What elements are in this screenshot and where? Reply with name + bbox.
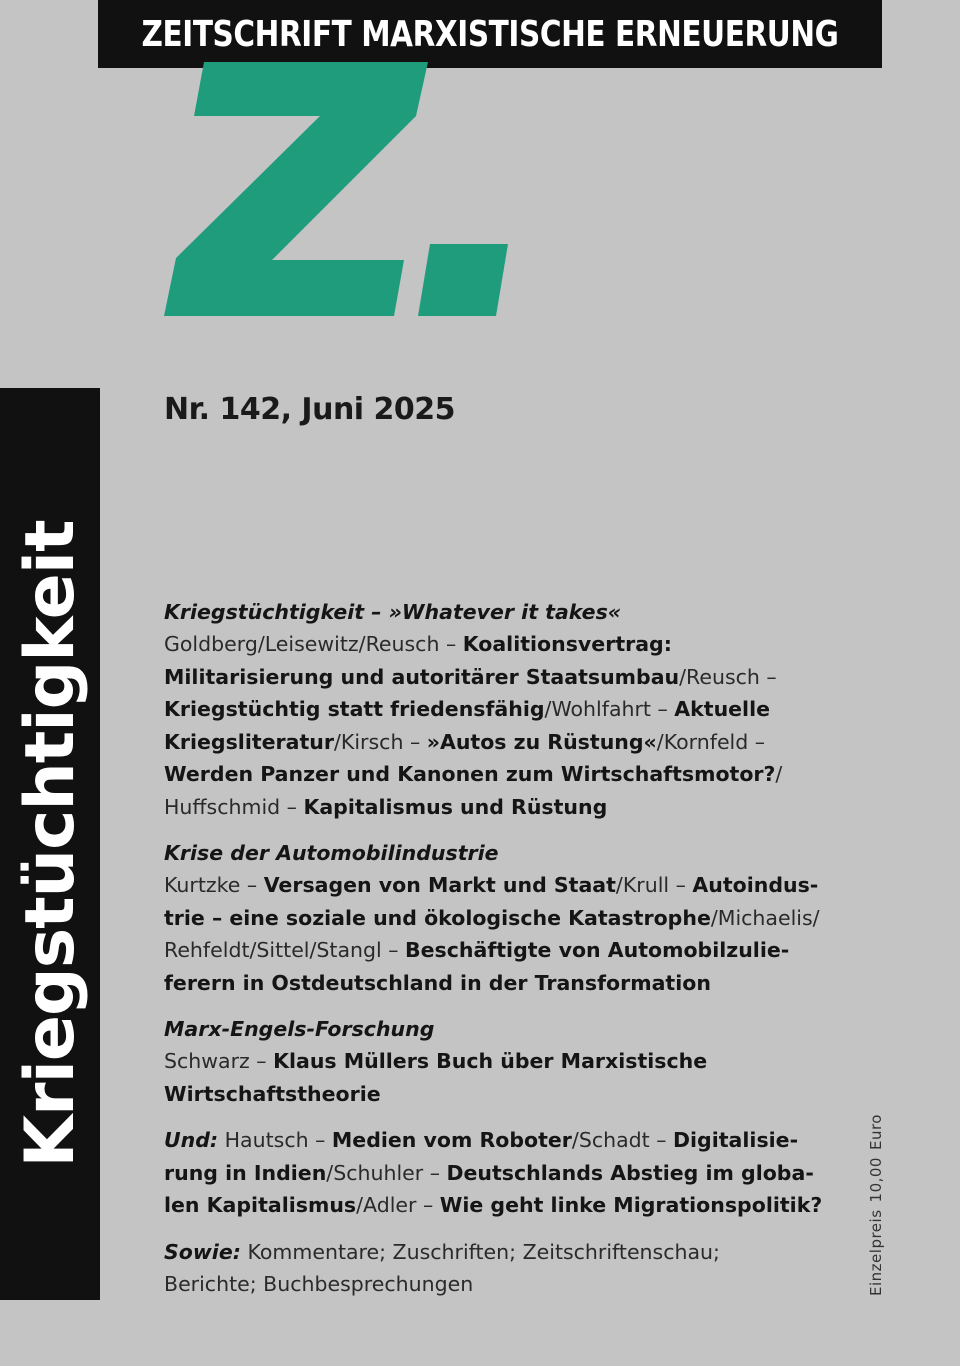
toc-article-title: Deutschlands Abstieg im globa- [446, 1160, 814, 1185]
toc-article-title: Versagen von Markt und Staat [263, 873, 616, 897]
z-logo [160, 62, 520, 324]
toc-line [164, 791, 884, 824]
toc-author: Rehfeldt/Sittel/Stangl – [164, 938, 406, 962]
toc-line [164, 967, 884, 1000]
toc-article-title: Medien vom Roboter [331, 1128, 572, 1152]
toc-line [164, 934, 884, 967]
toc-author: /Kornfeld – [656, 729, 766, 754]
toc-article-title: Militarisierung und autoritärer Staatsumbau [164, 664, 680, 689]
masthead-bar [98, 0, 882, 68]
toc-line [164, 1045, 884, 1078]
toc-line [164, 1268, 884, 1301]
toc-article-title: »Autos zu Rüstung« [426, 729, 657, 754]
z-period-shape [418, 244, 508, 316]
toc-article-title: trie – eine soziale und ökologische Katastrophe [164, 905, 711, 930]
issue-number: Nr. 142, Juni 2025 [164, 392, 456, 427]
toc-line [164, 661, 884, 694]
toc-author: /Schuhler – [326, 1160, 447, 1185]
toc-author: /Adler – [356, 1193, 440, 1217]
price-amount: 10,00 [867, 1157, 885, 1203]
masthead-title: ZEITSCHRIFT MARXISTISCHE ERNEUERUNG [141, 13, 839, 55]
section-label-und: Und: [164, 1128, 219, 1152]
toc-text: Kommentare; Zuschriften; Zeitschriftenschau; [240, 1239, 720, 1264]
toc-article-title: Koalitionsvertrag: [462, 632, 672, 656]
section-title-auto: Krise der Automobilindustrie [164, 841, 499, 865]
section-label-sowie: Sowie: [164, 1239, 241, 1264]
toc-author: Goldberg/Leisewitz/Reusch – [164, 632, 463, 656]
toc-author: Kurtzke – [164, 873, 264, 897]
toc-author: /Wohlfahrt – [544, 697, 675, 721]
toc-article-title: ferern in Ostdeutschland in der Transformation [164, 970, 711, 995]
toc-article-title: Wie geht linke Migrationspolitik? [439, 1193, 823, 1217]
toc-line [164, 726, 884, 759]
toc-article-title: Autoindus- [692, 873, 819, 897]
toc-author: /Reusch – [679, 664, 777, 689]
toc-author: /Schadt – [571, 1128, 674, 1152]
toc-author: /Krull – [615, 873, 693, 897]
toc-line [164, 1157, 884, 1190]
section-title-marx-engels: Marx-Engels-Forschung [164, 1017, 435, 1041]
toc-author: Hautsch – [218, 1128, 332, 1152]
toc-author: Schwarz – [164, 1049, 274, 1073]
toc-line [164, 1078, 884, 1111]
side-title: Kriegstüchtigkeit [10, 520, 90, 1168]
toc-line [164, 869, 884, 902]
toc-article-title: Klaus Müllers Buch über Marxistische [273, 1049, 708, 1073]
price-caption: Einzelpreis [867, 1209, 885, 1296]
toc-text: Berichte; Buchbesprechungen [164, 1272, 474, 1296]
toc-article-title: Wirtschaftstheorie [164, 1081, 381, 1106]
toc-article-title: Aktuelle [674, 697, 771, 721]
toc-line [164, 902, 884, 935]
toc-article-title: rung in Indien [164, 1160, 327, 1185]
toc-separator: / [775, 762, 783, 786]
toc-article-title: Digitalisie- [673, 1128, 799, 1152]
toc-author: /Kirsch – [334, 729, 427, 754]
toc-article-title: Beschäftigte von Automobilzulie- [405, 938, 790, 962]
toc-article-title: Werden Panzer und Kanonen zum Wirtschaftsmotor? [164, 762, 776, 786]
section-title-war: Kriegstüchtigkeit – »Whatever it takes« [164, 600, 622, 624]
toc-line [164, 1189, 884, 1222]
toc-line [164, 1124, 884, 1157]
toc-author: Huffschmid – [164, 794, 304, 819]
toc-line [164, 1236, 884, 1269]
price-currency: Euro [867, 1114, 885, 1151]
z-letter-shape [164, 62, 428, 316]
toc-author: /Michaelis/ [710, 905, 820, 930]
toc-article-title: Kriegsliteratur [164, 729, 335, 754]
toc-article-title: Kriegstüchtig statt friedensfähig [164, 697, 545, 721]
toc-line [164, 628, 884, 661]
toc-article-title: Kapitalismus und Rüstung [303, 794, 608, 819]
table-of-contents [164, 596, 884, 1301]
toc-line [164, 758, 884, 791]
toc-article-title: len Kapitalismus [164, 1193, 357, 1217]
toc-line [164, 693, 884, 726]
